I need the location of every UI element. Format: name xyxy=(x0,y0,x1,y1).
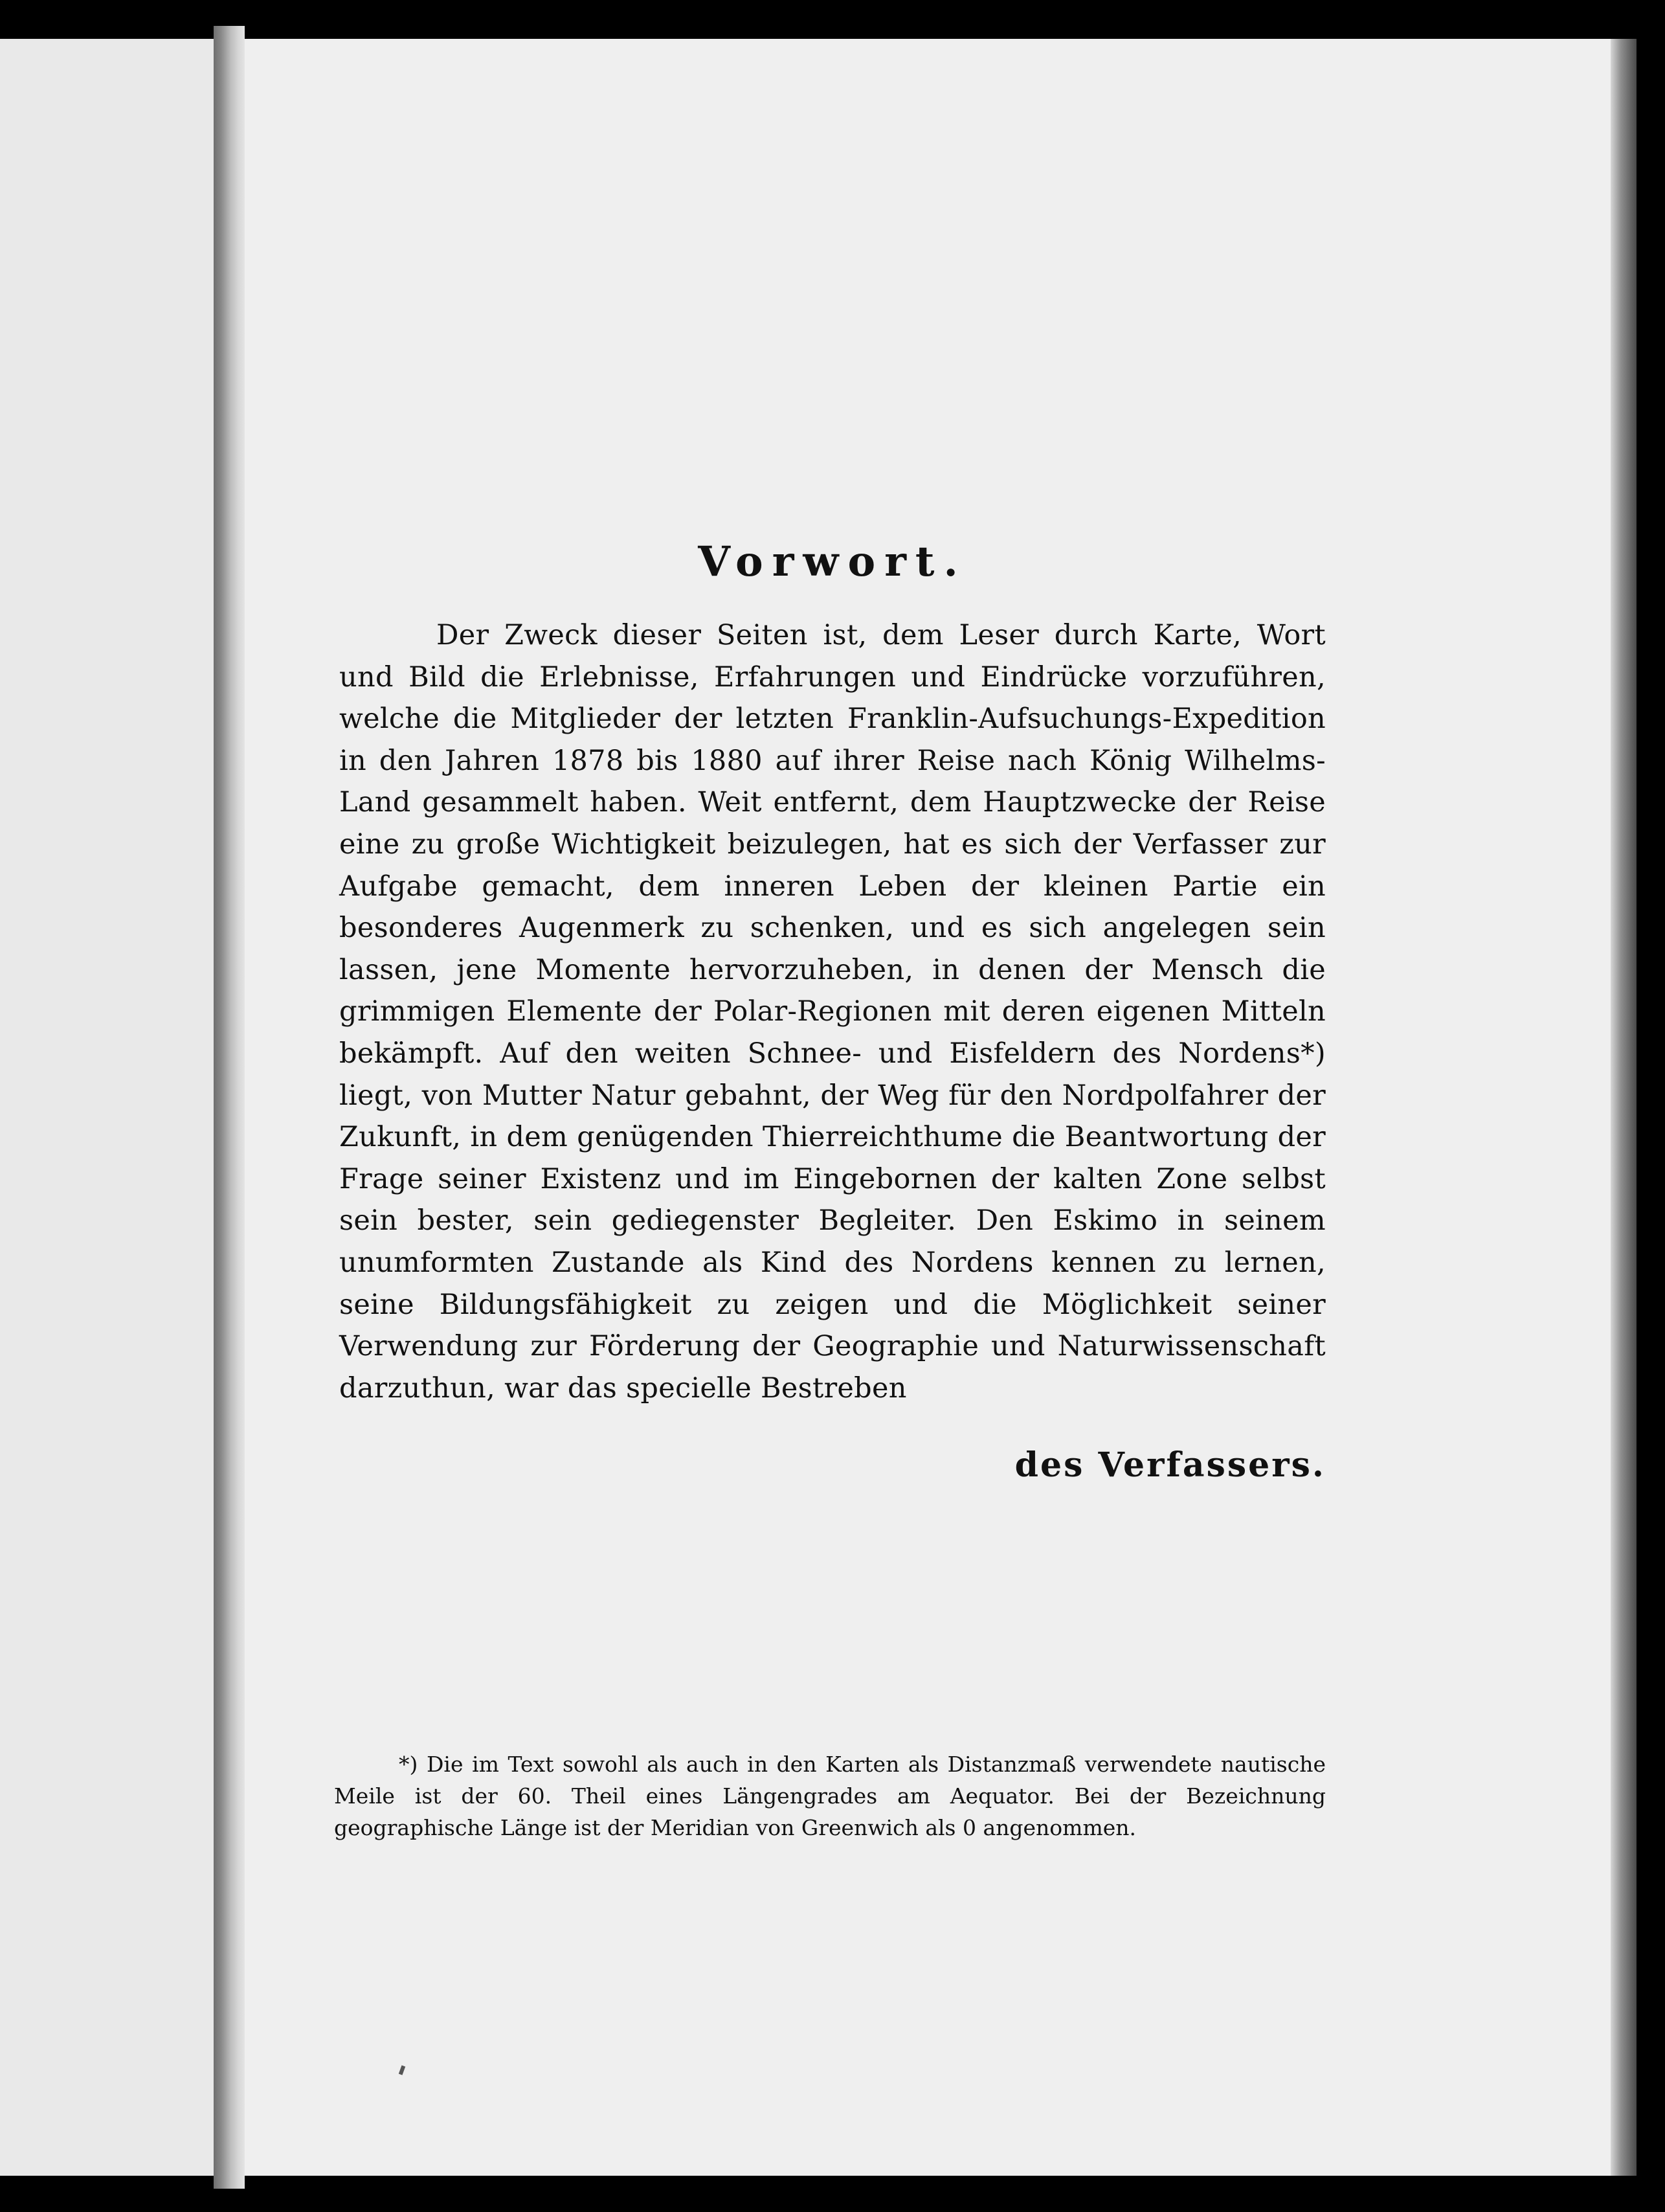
author-signature: des Verfassers. xyxy=(1014,1445,1326,1485)
footnote: *) Die im Text sowohl als auch in den Karten als Distanzmaß verwendete nautische Meile ist der 60. Theil eines Längengrades am Aequator. Bei der Bezeichnung geographische Länge ist der Meridian von Greenwich als 0 angenommen. xyxy=(334,1752,1326,1840)
page-title: Vorwort. xyxy=(698,537,967,586)
preface-body-paragraph: Der Zweck dieser Seiten ist, dem Leser durch Karte, Wort und Bild die Erlebnisse, Erfahrungen und Eindrücke vorzuführen, welche die Mitglieder der letzten Franklin-Aufsuchungs-Expedition in den Jahren 1878 bis 1880 auf ihrer Reise nach König Wilhelms-Land gesammelt haben. Weit entfernt, dem Hauptzwecke der Reise eine zu große Wichtigkeit beizulegen, hat es sich der Verfasser zur Aufgabe gemacht, dem inneren Leben der kleinen Partie ein besonderes Augenmerk zu schenken, und es sich angelegen sein lassen, jene Momente hervorzuheben, in denen der Mensch die grimmigen Elemente der Polar-Regionen mit deren eigenen Mitteln bekämpft. Auf den weiten Schnee- und Eisfeldern des Nordens*) liegt, von Mutter Natur gebahnt, der Weg für den Nordpolfahrer der Zukunft, in dem genügenden Thierreichthume die Beantwortung der Frage seiner Existenz und im Eingebornen der kalten Zone selbst sein bester, sein gediegenster Begleiter. Den Eskimo in seinem unumformten Zustande als Kind des Nordens kennen zu lernen, seine Bildungsfähigkeit zu zeigen und die Möglichkeit seiner Verwendung zur Förderung der Geographie und Naturwissenschaft darzuthun, war das specielle Bestreben xyxy=(339,619,1326,1405)
page-outer-edge-shadow xyxy=(1611,39,1637,2176)
book-gutter xyxy=(214,26,245,2189)
previous-page-edge xyxy=(0,39,214,2176)
preface-content xyxy=(339,537,1326,1485)
